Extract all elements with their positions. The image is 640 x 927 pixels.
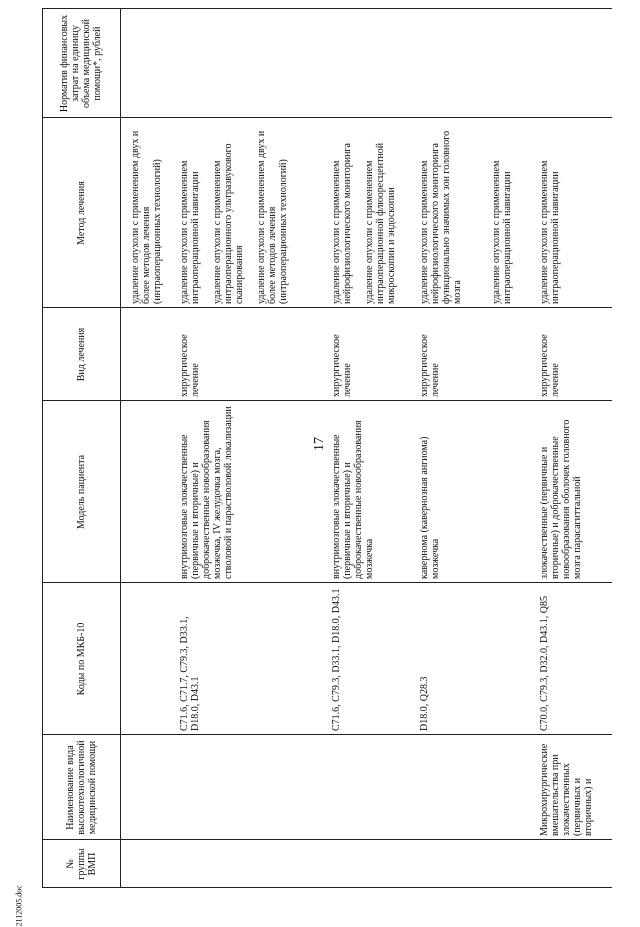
row-1-model: внутримозговые злокачественные (первичные и вторичные) и доброкачественные новообразования мозжечка, IV желудочка мозга, стволовой и парастволовой локализации <box>179 406 234 579</box>
col-line <box>42 582 612 583</box>
row-2-codes: C71.6, C79.3, D33.1, D18.0, D43.1 <box>331 588 342 731</box>
row-3-kind: хирургическое лечение <box>419 334 441 397</box>
col-line <box>42 8 612 9</box>
header-separator <box>120 8 121 888</box>
method-text: удаление опухоли с применением интраоперационной флюоресцентной микроскопии и эндоскопии <box>364 142 397 304</box>
row-2-model: внутримозговые злокачественные (первичные и вторичные) и доброкачественные новообразования мозжечка <box>331 420 375 579</box>
method-text: удаление опухоли с применением двух и более методов лечения (интраоперационных технологий) <box>256 130 289 304</box>
method-text: удаление опухоли с применением нейрофизиологического мониторинга функционально значимых зон головного мозга <box>419 130 463 304</box>
row-4-model: злокачественные (первичные и вторичные) и доброкачественные новообразования оболочек головного мозга парасагиттальной <box>539 419 583 579</box>
col-line <box>42 839 612 840</box>
table-grid <box>42 8 612 888</box>
header-kind: Вид лечения <box>75 327 87 382</box>
method-text: удаление опухоли с применением интраоперационного ультразвукового сканирования <box>212 143 245 304</box>
row-1-kind: хирургическое лечение <box>179 334 201 397</box>
header-codes: Коды по МКБ-10 <box>75 622 87 696</box>
header-name: Наименование вида высокотехнологичной медицинской помощи <box>64 740 98 835</box>
page-number: 17 <box>312 437 327 451</box>
row-4-name: Микрохирургические вмешательства при злокачественных (первичных и вторичных) и <box>539 743 594 836</box>
row-0-method <box>129 118 175 308</box>
header-norm: Норматив финансовых затрат на единицу объема медицинской помощи*, рублей <box>59 14 103 113</box>
row-1-codes: C71.6, C71.7, C79.3, D33.1, D18.0, D43.1 <box>179 616 201 731</box>
row-2-method <box>330 118 409 308</box>
row-4-codes: C70.0, C79.3, D32.0, D43.1, Q85 <box>539 595 550 731</box>
row-2-kind: хирургическое лечение <box>331 334 353 397</box>
method-text: удаление опухоли с применением нейрофизиологического мониторинга <box>331 143 353 304</box>
col-line <box>42 117 612 118</box>
method-text: удаление опухоли с применением интраоперационной навигации <box>179 160 201 304</box>
header-model: Модель пациента <box>75 454 87 530</box>
col-line <box>42 887 612 888</box>
col-line <box>42 734 612 735</box>
method-text: удаление опухоли с применением двух и более методов лечения (интраоперационных технологий) <box>130 130 163 304</box>
document-footer: 2112005.doc <box>14 885 24 927</box>
header-num: № группы ВМП <box>64 848 98 880</box>
row-4-method <box>538 118 573 308</box>
row-3-method <box>418 118 525 308</box>
rotated-table <box>42 8 612 888</box>
header-method: Метод лечения <box>75 181 87 245</box>
col-line <box>42 307 612 308</box>
row-3-model: кавернома (кавернозная ангиома) мозжечка <box>419 436 441 579</box>
col-line <box>42 400 612 401</box>
row-3-codes: D18.0, Q28.3 <box>419 676 430 731</box>
row-1-method <box>178 118 301 308</box>
row-4-kind: хирургическое лечение <box>539 334 561 397</box>
method-text: удаление опухоли с применением интраоперационной навигации <box>491 160 513 304</box>
method-text: удаление опухоли с применением интраоперационной навигации <box>539 160 561 304</box>
